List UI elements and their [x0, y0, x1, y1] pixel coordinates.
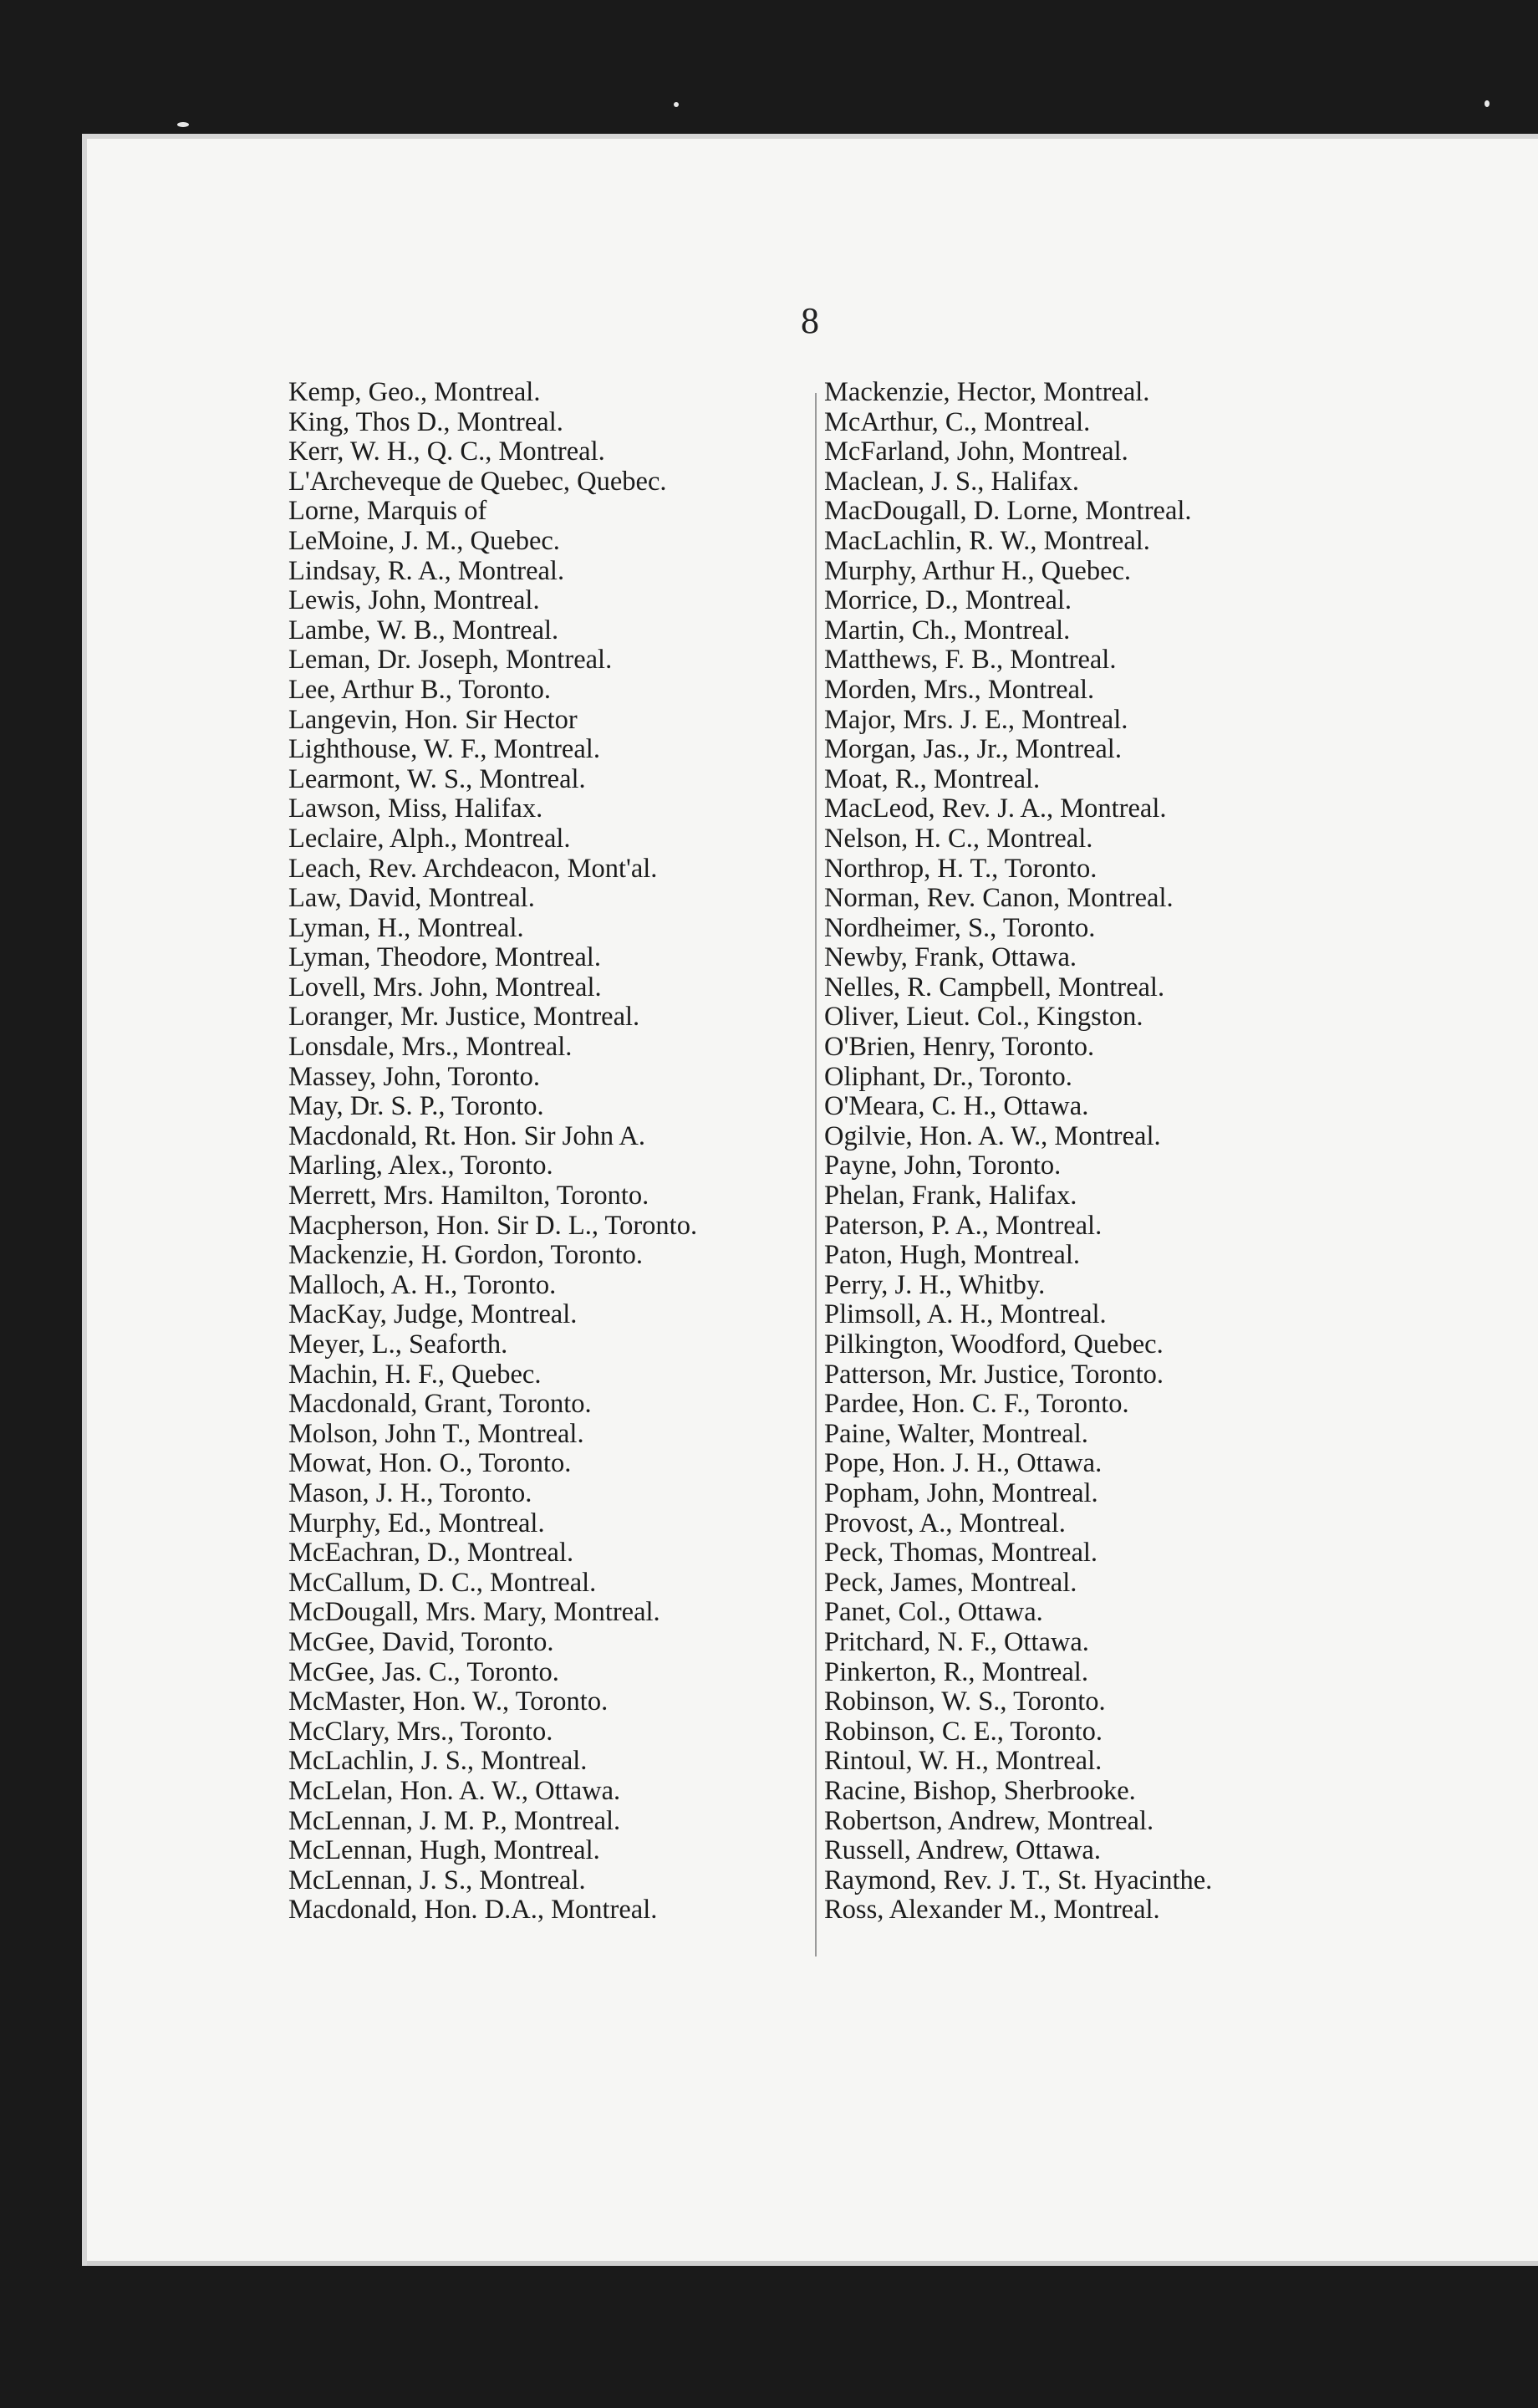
document-page	[82, 134, 1538, 2266]
name-entry: Lorne, Marquis of	[288, 496, 487, 527]
name-entry: Nelson, H. C., Montreal.	[824, 823, 1093, 854]
name-entry: Lindsay, R. A., Montreal.	[288, 555, 565, 586]
name-entry: Lyman, H., Montreal.	[288, 912, 524, 943]
name-entry: MacKay, Judge, Montreal.	[288, 1299, 578, 1330]
name-entry: Robinson, W. S., Toronto.	[824, 1686, 1106, 1717]
name-entry: McLachlin, J. S., Montreal.	[288, 1746, 588, 1777]
scan-speck	[1485, 100, 1490, 107]
name-entry: L'Archeveque de Quebec, Quebec.	[288, 466, 667, 497]
name-entry: MacLachlin, R. W., Montreal.	[824, 525, 1150, 556]
name-entry: McClary, Mrs., Toronto.	[288, 1716, 553, 1747]
name-entry: Learmont, W. S., Montreal.	[288, 763, 586, 794]
name-entry: McEachran, D., Montreal.	[288, 1538, 574, 1569]
name-entry: McFarland, John, Montreal.	[824, 436, 1128, 467]
name-entry: Robertson, Andrew, Montreal.	[824, 1805, 1154, 1836]
name-entry: Nelles, R. Campbell, Montreal.	[824, 972, 1165, 1002]
name-entry: Massey, John, Toronto.	[288, 1061, 541, 1092]
name-entry: Robinson, C. E., Toronto.	[824, 1716, 1103, 1747]
name-entry: McLelan, Hon. A. W., Ottawa.	[288, 1775, 621, 1806]
name-entry: Nordheimer, S., Toronto.	[824, 912, 1096, 943]
name-entry: Rintoul, W. H., Montreal.	[824, 1746, 1103, 1777]
name-entry: Oliver, Lieut. Col., Kingston.	[824, 1002, 1143, 1033]
name-entry: Ogilvie, Hon. A. W., Montreal.	[824, 1120, 1161, 1151]
name-entry: Murphy, Ed., Montreal.	[288, 1508, 545, 1538]
name-entry: Mowat, Hon. O., Toronto.	[288, 1448, 572, 1479]
name-entry: Perry, J. H., Whitby.	[824, 1269, 1046, 1300]
name-entry: Pritchard, N. F., Ottawa.	[824, 1626, 1089, 1657]
name-entry: Lambe, W. B., Montreal.	[288, 615, 559, 645]
name-entry: Pinkerton, R., Montreal.	[824, 1656, 1088, 1687]
name-entry: Morden, Mrs., Montreal.	[824, 674, 1095, 705]
name-entry: Mackenzie, Hector, Montreal.	[824, 377, 1150, 407]
name-entry: Maclean, J. S., Halifax.	[824, 466, 1080, 497]
name-entry: McMaster, Hon. W., Toronto.	[288, 1686, 609, 1717]
name-entry: Norman, Rev. Canon, Montreal.	[824, 883, 1174, 914]
name-entry: Meyer, L., Seaforth.	[288, 1329, 508, 1360]
name-entry: Lee, Arthur B., Toronto.	[288, 674, 551, 705]
name-entry: Payne, John, Toronto.	[824, 1150, 1062, 1181]
name-entry: McLennan, J. S., Montreal.	[288, 1865, 586, 1895]
name-entry: MacLeod, Rev. J. A., Montreal.	[824, 793, 1167, 824]
scan-speck	[674, 102, 679, 107]
name-entry: McDougall, Mrs. Mary, Montreal.	[288, 1597, 660, 1628]
name-entry: Panet, Col., Ottawa.	[824, 1597, 1043, 1628]
name-entry: Racine, Bishop, Sherbrooke.	[824, 1775, 1136, 1806]
name-entry: Macdonald, Hon. D.A., Montreal.	[288, 1895, 658, 1926]
name-entry: Malloch, A. H., Toronto.	[288, 1269, 557, 1300]
name-entry: Lyman, Theodore, Montreal.	[288, 942, 601, 973]
name-entry: Leach, Rev. Archdeacon, Mont'al.	[288, 853, 658, 884]
name-entry: Oliphant, Dr., Toronto.	[824, 1061, 1072, 1092]
name-entry: Kerr, W. H., Q. C., Montreal.	[288, 436, 605, 467]
name-entry: Raymond, Rev. J. T., St. Hyacinthe.	[824, 1865, 1213, 1895]
name-entry: O'Brien, Henry, Toronto.	[824, 1032, 1095, 1063]
scan-speck	[177, 122, 189, 127]
right-name-list	[824, 378, 1359, 1926]
name-entry: Pardee, Hon. C. F., Toronto.	[824, 1389, 1129, 1420]
name-entry: Paine, Walter, Montreal.	[824, 1418, 1088, 1449]
name-entry: McCallum, D. C., Montreal.	[288, 1567, 597, 1598]
name-entry: Patterson, Mr. Justice, Toronto.	[824, 1359, 1164, 1390]
name-entry: Mackenzie, H. Gordon, Toronto.	[288, 1240, 644, 1271]
name-entry: Morgan, Jas., Jr., Montreal.	[824, 734, 1122, 765]
left-name-list	[288, 378, 840, 1926]
name-entry: Paterson, P. A., Montreal.	[824, 1210, 1103, 1241]
name-entry: Major, Mrs. J. E., Montreal.	[824, 704, 1128, 735]
name-entry: McArthur, C., Montreal.	[824, 406, 1091, 437]
name-entry: MacDougall, D. Lorne, Montreal.	[824, 496, 1192, 527]
name-entry: Ross, Alexander M., Montreal.	[824, 1895, 1160, 1926]
name-entry: Lovell, Mrs. John, Montreal.	[288, 972, 602, 1002]
name-entry: Paton, Hugh, Montreal.	[824, 1240, 1081, 1271]
name-entry: Loranger, Mr. Justice, Montreal.	[288, 1002, 640, 1033]
name-entry: Molson, John T., Montreal.	[288, 1418, 584, 1449]
name-entry: Northrop, H. T., Toronto.	[824, 853, 1097, 884]
page-number: 8	[801, 300, 819, 341]
name-entry: Merrett, Mrs. Hamilton, Toronto.	[288, 1181, 649, 1212]
name-entry: Phelan, Frank, Halifax.	[824, 1181, 1077, 1212]
name-entry: Langevin, Hon. Sir Hector	[288, 704, 578, 735]
name-entry: Lewis, John, Montreal.	[288, 585, 540, 616]
name-entry: Russell, Andrew, Ottawa.	[824, 1835, 1101, 1866]
name-entry: McLennan, J. M. P., Montreal.	[288, 1805, 621, 1836]
name-entry: May, Dr. S. P., Toronto.	[288, 1091, 544, 1122]
name-entry: Leman, Dr. Joseph, Montreal.	[288, 645, 613, 676]
name-entry: Matthews, F. B., Montreal.	[824, 645, 1117, 676]
name-entry: McLennan, Hugh, Montreal.	[288, 1835, 600, 1866]
name-entry: Lighthouse, W. F., Montreal.	[288, 734, 600, 765]
name-entry: Macpherson, Hon. Sir D. L., Toronto.	[288, 1210, 698, 1241]
name-entry: Lonsdale, Mrs., Montreal.	[288, 1032, 573, 1063]
name-entry: Newby, Frank, Ottawa.	[824, 942, 1077, 973]
name-entry: Macdonald, Rt. Hon. Sir John A.	[288, 1120, 646, 1151]
name-entry: Pope, Hon. J. H., Ottawa.	[824, 1448, 1103, 1479]
name-entry: Plimsoll, A. H., Montreal.	[824, 1299, 1107, 1330]
name-entry: Popham, John, Montreal.	[824, 1477, 1098, 1508]
name-entry: Kemp, Geo., Montreal.	[288, 377, 541, 407]
name-entry: Marling, Alex., Toronto.	[288, 1150, 553, 1181]
name-entry: Machin, H. F., Quebec.	[288, 1359, 542, 1390]
name-entry: Provost, A., Montreal.	[824, 1508, 1066, 1538]
name-entry: Pilkington, Woodford, Quebec.	[824, 1329, 1164, 1360]
name-entry: Mason, J. H., Toronto.	[288, 1477, 532, 1508]
name-entry: King, Thos D., Montreal.	[288, 406, 563, 437]
name-entry: Martin, Ch., Montreal.	[824, 615, 1071, 645]
name-entry: Peck, Thomas, Montreal.	[824, 1538, 1098, 1569]
name-entry: Morrice, D., Montreal.	[824, 585, 1072, 616]
name-entry: Leclaire, Alph., Montreal.	[288, 823, 571, 854]
name-entry: McGee, David, Toronto.	[288, 1626, 554, 1657]
name-entry: Macdonald, Grant, Toronto.	[288, 1389, 592, 1420]
column-divider	[815, 393, 817, 1956]
name-entry: Moat, R., Montreal.	[824, 763, 1041, 794]
name-entry: LeMoine, J. M., Quebec.	[288, 525, 560, 556]
name-entry: Law, David, Montreal.	[288, 883, 535, 914]
name-entry: O'Meara, C. H., Ottawa.	[824, 1091, 1089, 1122]
name-entry: Lawson, Miss, Halifax.	[288, 793, 543, 824]
name-entry: McGee, Jas. C., Toronto.	[288, 1656, 559, 1687]
name-entry: Murphy, Arthur H., Quebec.	[824, 555, 1132, 586]
name-entry: Peck, James, Montreal.	[824, 1567, 1077, 1598]
